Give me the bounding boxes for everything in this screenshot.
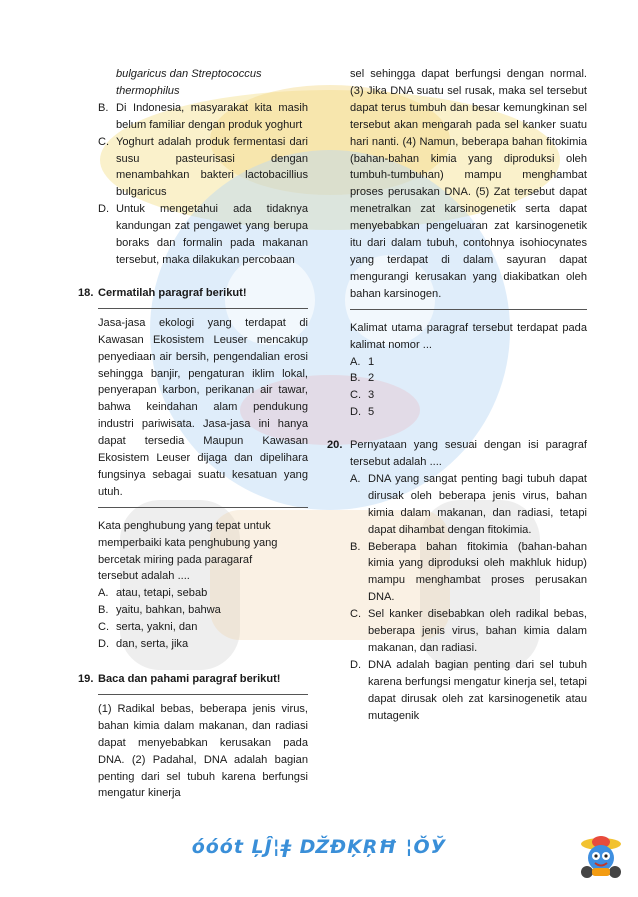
q18-option-d[interactable]: D. dan, serta, jika bbox=[98, 638, 189, 651]
question-title: Baca dan pahami paragraf berikut! bbox=[98, 673, 281, 685]
q19-option-b[interactable]: B. 2 bbox=[350, 372, 375, 385]
q18-passage: Jasa-jasa ekologi yang terdapat di Kawasan Ekosistem Leuser mencakup penyediaan air bersih, pengendalian erosi sehingga banjir, pengaturan iklim lokal, penyerapan karbon, perikanan air tawar, bahwa keindahan alam pendukung industri pariwisata. Jasa-jasa ini hanya dapat tersedia Maupun Kawasan Ekosistem Leuser dijaga dan dipelihara fungsinya sebagai suatu kesatuan yang utuh. bbox=[98, 308, 308, 508]
q18-options bbox=[98, 585, 308, 653]
option-c[interactable]: C. Yoghurt adalah produk fermentasi dari susu pasteurisasi dengan menambahkan bakteri lactobacillius bulgaricus bbox=[98, 135, 308, 199]
left-column bbox=[78, 66, 308, 802]
q19-options bbox=[350, 354, 587, 422]
q20-option-b[interactable]: B. Beberapa bahan fitokimia (bahan-bahan kimia yang diproduksi oleh makhluk hidup) mampu menghambat proses perusakan DNA. bbox=[350, 540, 587, 604]
question-18-heading bbox=[78, 285, 308, 302]
q17-option-a-continuation bbox=[78, 66, 308, 100]
q18-prompt-line-4: tersebut adalah .... bbox=[98, 570, 190, 583]
right-column bbox=[327, 66, 587, 725]
q18-option-a[interactable]: A. atau, tetapi, sebab bbox=[98, 587, 208, 600]
q20-prompt: Pernyataan yang sesuai dengan isi paragraf tersebut adalah .... bbox=[350, 439, 587, 469]
question-number: 20. bbox=[327, 439, 343, 452]
question-19-body bbox=[78, 694, 308, 802]
q18-prompt-line-3: bercetak miring pada paragaraf bbox=[98, 553, 253, 566]
question-19-heading bbox=[78, 671, 308, 688]
q19-option-a[interactable]: A. 1 bbox=[350, 355, 375, 368]
q20-option-a[interactable]: A. DNA yang sangat penting bagi tubuh dapat dirusak oleh beberapa jenis virus, bahan kimia dalam makanan, dan radiasi, tetapi dapat dihambat dengan fitokimia. bbox=[350, 472, 587, 536]
question-number: 19. bbox=[78, 673, 94, 685]
q17-options bbox=[78, 100, 308, 269]
q19-passage-continuation: sel sehingga dapat berfungsi dengan normal. (3) Jika DNA suatu sel rusak, maka sel tersebut dapat terus tumbuh dan besar kemungkinan sel tersebut akan mengarah pada sel kanker suatu hari nanti. (4) Namun, beberapa bahan fitokimia (bahan-bahan kimia yang diproduksi oleh tumbuh-tumbuhan) mampu menghambat proses perusakan DNA. (5) Zat tersebut dapat menetralkan zat karsinogenetik serta dapat menyebabkan pengeluaran zat karsinogenetik itu dari dalam tubuh, contohnya isohiocynates yang terdapat di dalam sayuran dapat mengurangi kerusakan yang diakibatkan oleh bahan karsinogen. bbox=[350, 66, 587, 310]
option-b[interactable]: B. Di Indonesia, masyarakat kita masih belum familiar dengan produk yoghurt bbox=[98, 101, 308, 131]
option-d[interactable]: D. Untuk mengetahui ada tidaknya kandungan zat pengawet yang berupa boraks dan formalin pada makanan tersebut, maka dilakukan percobaan bbox=[98, 203, 308, 266]
q19-option-d[interactable]: D. 5 bbox=[350, 406, 375, 419]
q20-option-c[interactable]: C. Sel kanker disebabkan oleh radikal bebas, beberapa jenis virus, bahan kimia dalam makanan, dan radiasi. bbox=[350, 608, 587, 654]
question-18-body bbox=[78, 308, 308, 653]
q18-option-b[interactable]: B. yaitu, bahkan, bahwa bbox=[98, 604, 221, 617]
q20-option-d[interactable]: D. DNA adalah bagian penting dari sel tubuh karena berfungsi mengatur kinerja sel, tetapi dapat dirusak oleh zat karsinogenetik atau mutagenik bbox=[350, 658, 587, 722]
q18-prompt-line-2: memperbaiki kata penghubung yang bbox=[98, 536, 278, 549]
footer-brand-text: óóót ĻĴ¦ǂ ǄĐĶŖĦ ¦ǑЎ bbox=[191, 836, 447, 858]
question-number: 18. bbox=[78, 286, 94, 299]
option-a-line-1: bulgaricus dan Streptococcus bbox=[116, 68, 262, 80]
question-20-heading bbox=[327, 437, 587, 471]
q20-options bbox=[350, 471, 587, 725]
q18-option-c[interactable]: C. serta, yakni, dan bbox=[98, 621, 198, 634]
question-title: Cermatilah paragraf berikut! bbox=[98, 286, 247, 299]
mascot-logo-icon bbox=[578, 834, 624, 880]
q19-prompt: Kalimat utama paragraf tersebut terdapat pada kalimat nomor ... bbox=[350, 321, 587, 351]
q19-option-c[interactable]: C. 3 bbox=[350, 389, 375, 402]
q18-prompt-line-1: Kata penghubung yang tepat untuk bbox=[98, 519, 271, 532]
option-a-line-2: thermophilus bbox=[116, 84, 180, 97]
q19-passage-start: (1) Radikal bebas, beberapa jenis virus, bahan kimia dalam makanan, dan radiasi dapat menyebabkan kerusakan pada DNA. (2) Padahal, DNA adalah bagian penting dari sel tubuh karena berfungsi mengatur kinerja bbox=[98, 694, 308, 802]
